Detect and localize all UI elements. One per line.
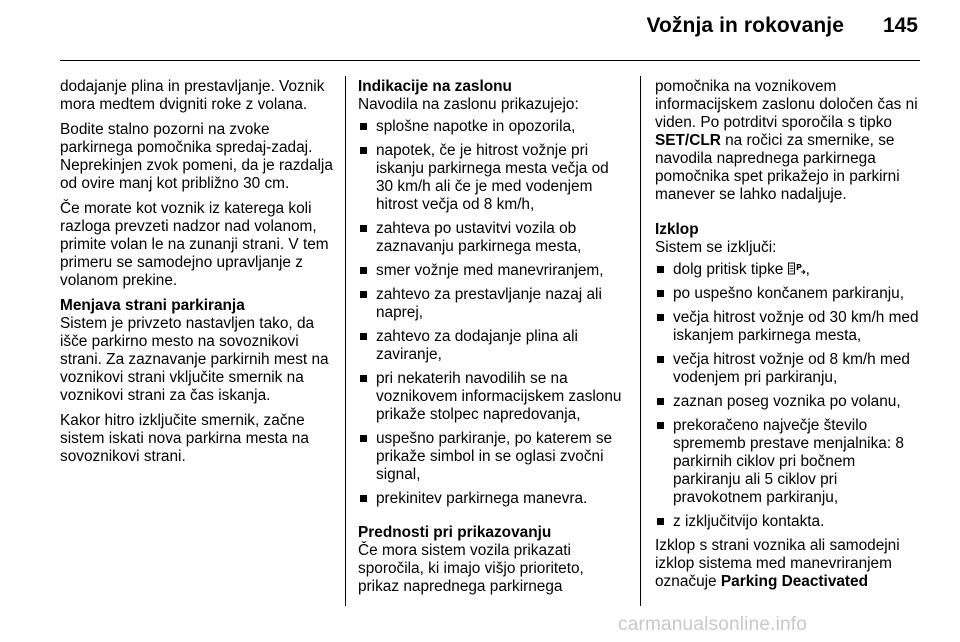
bullet-icon <box>657 356 664 363</box>
list-item: večja hitrost vožnje od 8 km/h med vodenjem pri parkiranju, <box>655 351 923 387</box>
list-item: zaznan poseg voznika po volanu, <box>655 393 923 411</box>
parking-deactivated-label: Parking Deactivated <box>720 573 869 590</box>
column-divider-2 <box>640 76 641 606</box>
header-divider <box>60 60 920 61</box>
page-number: 145 <box>882 14 918 37</box>
paragraph: Če mora sistem vozila prikazati sporočila, ki imajo višjo prioriteto, prikaz naprednega parkirnega <box>358 542 584 595</box>
paragraph: dodajanje plina in prestavljanje. Voznik mora medtem dvigniti roke z volana. <box>60 78 325 113</box>
list-item: splošne napotke in opozorila, <box>358 118 626 136</box>
list-item: napotek, če je hitrost vožnje pri iskanju parkirnega mesta večja od 30 km/h ali če je med vodenjem hitrost večja od 8 km/h, <box>358 142 626 214</box>
bullet-icon <box>657 398 664 405</box>
bullet-icon <box>360 123 367 130</box>
column-3 <box>655 78 923 598</box>
indications-list <box>358 118 626 508</box>
park-assist-button-icon <box>788 262 806 275</box>
bullet-icon <box>360 375 367 382</box>
bullet-icon <box>360 495 367 502</box>
paragraph: Kakor hitro izključite smernik, začne sistem iskati nova parkirna mesta na sovoznikovi strani. <box>60 412 309 465</box>
paragraph: pomočnika na voznikovem informacijskem zaslonu določen čas ni viden. Po potrditvi sporočila s tipko SET/CLR na ročici za smernike, se navodila naprednega parkirnega pomočnika spet prikažejo in parkirni manever se lahko nadaljuje. <box>655 78 918 203</box>
bullet-icon <box>657 518 664 525</box>
bullet-icon <box>657 314 664 321</box>
bullet-icon <box>360 267 367 274</box>
list-item: pri nekaterih navodilih se na voznikovem informacijskem zaslonu prikaže stolpec napredovanja, <box>358 370 626 424</box>
svg-text:P: P <box>795 263 802 272</box>
column-1 <box>60 78 334 473</box>
paragraph: Bodite stalno pozorni na zvoke parkirnega pomočnika spredaj-zadaj. Neprekinjen zvok pomeni, da je razdalja od ovire manj kot približno 30 cm. <box>60 121 333 192</box>
bullet-icon <box>360 291 367 298</box>
list-item: z izključitvijo kontakta. <box>655 513 923 531</box>
column-2 <box>358 78 626 603</box>
list-item: prekoračeno največje število sprememb prestave menjalnika: 8 parkirnih ciklov pri bočnem parkiranju ali 5 ciklov pri pravokotnem parkiranju, <box>655 417 923 507</box>
bullet-icon <box>360 435 367 442</box>
paragraph: Izklop s strani voznika ali samodejni izklop sistema med manevriranjem označuje Parking Deactivated <box>655 537 900 590</box>
list-item: dolg pritisk tipke P , <box>655 261 923 279</box>
bullet-icon <box>360 147 367 154</box>
list-item: zahtevo za dodajanje plina ali zaviranje, <box>358 328 626 364</box>
subheading-deactivation: Izklop <box>655 221 699 238</box>
subheading-display-indications: Indikacije na zaslonu <box>358 78 512 95</box>
bullet-icon <box>657 422 664 429</box>
list-item: uspešno parkiranje, po katerem se prikaže simbol in se oglasi zvočni signal, <box>358 430 626 484</box>
watermark: carmanualsonline.info <box>618 614 808 635</box>
list-item: zahteva po ustavitvi vozila ob zaznavanju parkirnega mesta, <box>358 220 626 256</box>
set-clr-key-label: SET/CLR <box>655 132 721 149</box>
section-title: Vožnja in rokovanje <box>646 14 844 37</box>
deactivation-list <box>655 261 923 531</box>
list-item: smer vožnje med manevriranjem, <box>358 262 626 280</box>
intro-text: Navodila na zaslonu prikazujejo: <box>358 96 579 113</box>
list-item: prekinitev parkirnega manevra. <box>358 490 626 508</box>
bullet-icon <box>657 266 664 273</box>
page-header <box>60 0 920 56</box>
list-item: po uspešno končanem parkiranju, <box>655 285 923 303</box>
subheading-display-priority: Prednosti pri prikazovanju <box>358 524 552 541</box>
subheading-side-change: Menjava strani parkiranja <box>60 297 245 314</box>
list-item: večja hitrost vožnje od 30 km/h med iskanjem parkirnega mesta, <box>655 309 923 345</box>
intro-text: Sistem se izključi: <box>655 239 777 256</box>
paragraph: Sistem je privzeto nastavljen tako, da išče parkirno mesto na sovoznikovi strani. Za zaznavanje parkirnih mest na voznikovi strani vključite smernik na voznikovi strani za čas iskanja. <box>60 315 329 404</box>
bullet-icon <box>360 333 367 340</box>
list-item: zahtevo za prestavljanje nazaj ali naprej, <box>358 286 626 322</box>
column-divider-1 <box>345 76 346 606</box>
bullet-icon <box>657 290 664 297</box>
bullet-icon <box>360 225 367 232</box>
paragraph: Če morate kot voznik iz katerega koli razloga prevzeti nadzor nad volanom, primite volan le na zunanji strani. V tem primeru se samodejno upravljanje z volanom prekine. <box>60 200 329 289</box>
